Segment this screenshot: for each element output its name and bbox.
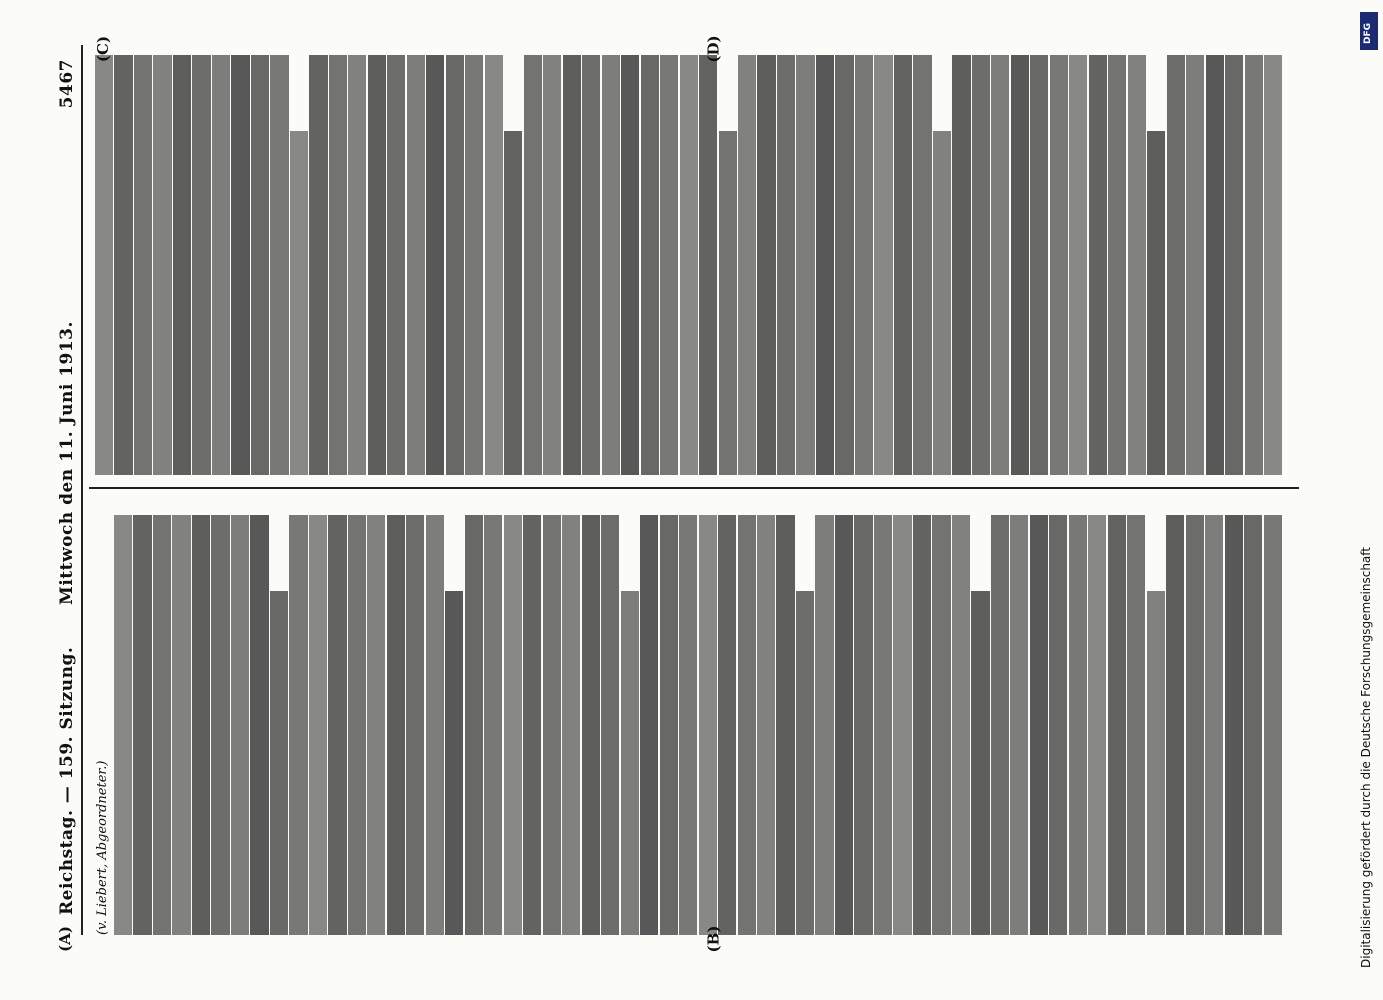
text-line (192, 55, 210, 475)
text-line (1264, 515, 1282, 935)
text-lines-right (95, 55, 1282, 475)
text-line (1108, 515, 1126, 935)
text-line (1245, 55, 1263, 475)
text-line (211, 515, 229, 935)
text-line (348, 55, 366, 475)
text-line (563, 55, 581, 475)
text-line (679, 515, 697, 935)
text-line (289, 515, 307, 935)
text-line (543, 515, 561, 935)
text-line (133, 515, 151, 935)
text-line (153, 55, 171, 475)
text-line (796, 55, 814, 475)
text-line (757, 515, 775, 935)
text-line (1166, 515, 1184, 935)
text-line (991, 55, 1009, 475)
text-line (913, 515, 931, 935)
text-line (1089, 55, 1107, 475)
text-line (1050, 55, 1068, 475)
text-line (1225, 515, 1243, 935)
text-line (582, 55, 600, 475)
text-line (971, 591, 989, 935)
text-line (231, 55, 249, 475)
text-line (1127, 515, 1145, 935)
text-line (1205, 515, 1223, 935)
text-line (465, 55, 483, 475)
text-line (367, 515, 385, 935)
text-line (1186, 55, 1204, 475)
text-line (1167, 55, 1185, 475)
margin-letter-d: (D) (704, 35, 723, 63)
text-line (738, 515, 756, 935)
text-line (757, 55, 775, 475)
text-line (855, 55, 873, 475)
text-line (991, 515, 1009, 935)
text-line (699, 55, 717, 475)
text-column-left (95, 515, 1305, 935)
text-line (718, 515, 736, 935)
text-line (660, 515, 678, 935)
dfg-logo: DFG (1360, 12, 1378, 50)
text-line (212, 55, 230, 475)
text-line (894, 55, 912, 475)
text-line (893, 515, 911, 935)
text-line (913, 55, 931, 475)
text-line (153, 515, 171, 935)
text-line (621, 591, 639, 935)
text-line (719, 131, 737, 475)
text-line (562, 515, 580, 935)
text-line (134, 55, 152, 475)
text-line (621, 55, 639, 475)
text-line (1049, 515, 1067, 935)
text-line (933, 131, 951, 475)
digitization-note: Digitalisierung gefördert durch die Deutsche Forschungsgemeinschaft (1359, 546, 1373, 968)
text-line (1186, 515, 1204, 935)
text-line (484, 515, 502, 935)
text-line (95, 55, 113, 475)
text-column-right (95, 55, 1305, 475)
header-page-number: 5467 (57, 59, 77, 109)
text-line (231, 515, 249, 935)
text-line (1147, 591, 1165, 935)
text-line (1010, 515, 1028, 935)
speaker-label: (v. Liebert, Abgeordneter.) (95, 760, 110, 935)
text-line (445, 591, 463, 935)
text-line (290, 131, 308, 475)
text-line (407, 55, 425, 475)
text-line (932, 515, 950, 935)
margin-letter-b: (B) (704, 925, 723, 953)
text-line (796, 591, 814, 935)
text-line (387, 55, 405, 475)
text-line (1088, 515, 1106, 935)
text-line (640, 515, 658, 935)
text-line (251, 55, 269, 475)
text-line (1244, 515, 1262, 935)
header-date: Mittwoch den 11. Juni 1913. (57, 321, 77, 605)
column-divider (89, 487, 1299, 489)
text-line (328, 515, 346, 935)
text-line (172, 515, 190, 935)
text-line (777, 55, 795, 475)
margin-letter-a: (A) (55, 926, 74, 952)
text-line (173, 55, 191, 475)
text-line (426, 55, 444, 475)
text-line (406, 515, 424, 935)
text-line (854, 515, 872, 935)
text-line (602, 55, 620, 475)
text-line (1069, 55, 1087, 475)
text-line (504, 131, 522, 475)
text-line (874, 515, 892, 935)
text-line (1225, 55, 1243, 475)
text-line (1069, 515, 1087, 935)
text-line (874, 55, 892, 475)
text-line (114, 515, 132, 935)
text-line (1011, 55, 1029, 475)
text-line (192, 515, 210, 935)
text-line (1030, 55, 1048, 475)
text-line (1147, 131, 1165, 475)
text-line (465, 515, 483, 935)
text-line (543, 55, 561, 475)
text-line (1030, 515, 1048, 935)
page-header (55, 45, 83, 935)
text-line (524, 55, 542, 475)
text-line (329, 55, 347, 475)
text-line (641, 55, 659, 475)
text-line (270, 591, 288, 935)
rotated-page-content (55, 45, 1310, 935)
margin-letter-c: (C) (94, 35, 113, 63)
text-line (426, 515, 444, 935)
text-line (368, 55, 386, 475)
text-line (738, 55, 756, 475)
text-line (972, 55, 990, 475)
text-line (835, 515, 853, 935)
text-line (815, 515, 833, 935)
text-line (270, 55, 288, 475)
text-line (952, 515, 970, 935)
text-line (680, 55, 698, 475)
text-line (699, 515, 717, 935)
text-line (348, 515, 366, 935)
text-line (1264, 55, 1282, 475)
text-line (387, 515, 405, 935)
text-line (952, 55, 970, 475)
text-line (835, 55, 853, 475)
text-lines-left (114, 515, 1282, 935)
text-line (1108, 55, 1126, 475)
text-line (816, 55, 834, 475)
text-line (776, 515, 794, 935)
text-line (250, 515, 268, 935)
text-line (601, 515, 619, 935)
text-line (114, 55, 132, 475)
text-line (1128, 55, 1146, 475)
text-line (446, 55, 464, 475)
text-line (660, 55, 678, 475)
text-line (309, 55, 327, 475)
text-line (582, 515, 600, 935)
text-line (485, 55, 503, 475)
text-line (523, 515, 541, 935)
text-line (309, 515, 327, 935)
keyword-col2-b (0, 0, 19, 1)
text-line (504, 515, 522, 935)
text-line (1206, 55, 1224, 475)
header-session: Reichstag. — 159. Sitzung. (57, 646, 77, 915)
